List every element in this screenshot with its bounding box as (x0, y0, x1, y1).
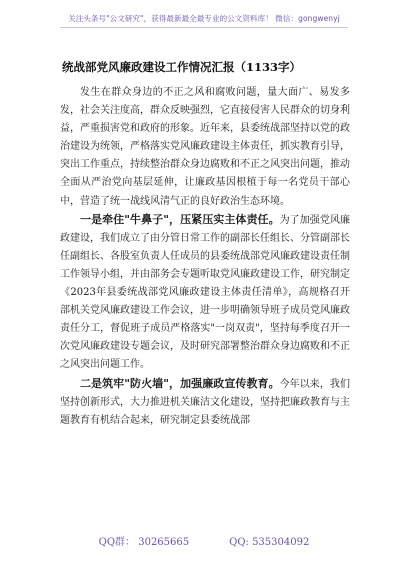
qq-group-number: QQ群： 30265665 (98, 537, 190, 548)
paragraph-intro (60, 84, 350, 211)
section-lead: 一是牵住"牛鼻子"，压紧压实主体责任。 (80, 212, 280, 226)
paragraph-section-2 (60, 375, 350, 430)
document-title: 统战部党风廉政建设工作情况汇报（1133字） (62, 60, 302, 74)
qq-number: QQ: 535304092 (229, 537, 310, 548)
banner-divider (60, 27, 348, 28)
paragraph-section-1 (60, 211, 350, 375)
paragraph-text: 今年以来，我们坚持创新形式，大力推进机关廉洁文化建设，坚持把廉政教育与主题教育有机结合起来，研究制定县委统战部 (60, 378, 350, 426)
document-body (60, 84, 350, 430)
footer-contacts (0, 533, 408, 548)
section-lead: 二是筑牢"防火墙"，加强廉政宣传教育。 (80, 376, 280, 390)
paragraph-text: 发生在群众身边的不正之风和腐败问题，量大面广、易发多发，社会关注度高，群众反映强烈，它直接侵害人民群众的切身利益，严重损害党和政府的形象。近年来，县委统战部坚持以党的政治建设为统领，严格落实党风廉政建设主体责任，抓实教育引导，突出工作重点，持续整治群众身边腐败和不正之风突出问题，推动全面从严治党向基层延伸，让廉政基因根植于每一名党员干部心中，营造了统一战线风清气正的良好政治生态环境。 (60, 87, 350, 207)
header-banner: 关注头条号"公文研究"，获得最新最全最专业的公文资料库！ 微信：gongwenyj (68, 14, 340, 23)
paragraph-text: 为了加强党风廉政建设，我们成立了由分管日常工作的副部长任组长、分管副部长任副组长、各股室负责人任成员的县委统战部党风廉政建设责任制工作领导小组，并由部务会专题听取党风廉政建设工作，研究制定《2023年县委统战部党风廉政建设主体责任清单》，高规格召开部机关党风廉政建设工作会议，进一步明确领导班子成员党风廉政责任分工，督促班子成员严格落实"一岗双责"，坚持每季度召开一次党风廉政建设专题会议，及时研究部署整治群众身边腐败和不正之风突出问题工作。 (60, 214, 350, 371)
